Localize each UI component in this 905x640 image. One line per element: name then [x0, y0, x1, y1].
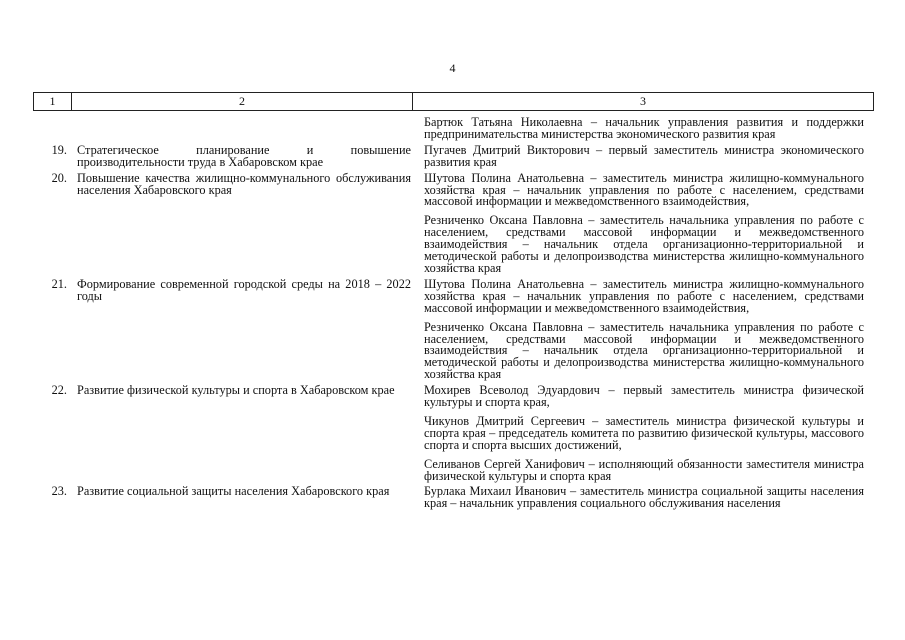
row-title: Развитие социальной защиты населения Хабаровского края [77, 484, 390, 499]
table-row [33, 486, 874, 510]
header-col-2: 2 [72, 93, 413, 111]
header-col-1: 1 [34, 93, 72, 111]
row-persons [411, 117, 871, 141]
person-entry: Пугачев Дмитрий Викторович – первый заместитель министра экономического развития края [424, 142, 864, 169]
row-number: 19. [51, 142, 67, 157]
person-entry: Бартюк Татьяна Николаевна – начальник управления развития и поддержки предпринимательства министерства экономического развития края [424, 115, 864, 141]
row-title: Формирование современной городской среды на 2018 – 2022 годы [77, 276, 411, 303]
table-body [33, 117, 874, 510]
table-row [33, 385, 874, 482]
table-row [33, 170, 874, 275]
row-persons [411, 276, 871, 382]
row-persons [411, 170, 871, 275]
row-title: Повышение качества жилищно-коммунального обслуживания населения Хабаровского края [77, 170, 411, 197]
table-header [33, 92, 874, 111]
row-persons [411, 142, 871, 169]
person-entry: Шутова Полина Анатольевна – заместитель министра жилищно-коммунального хозяйства края – начальник управления по работе с населением, средствами массовой информации и межведомственного взаимодействия, [424, 170, 864, 209]
table-row [33, 117, 874, 141]
row-number: 22. [51, 383, 67, 398]
row-title: Развитие физической культуры и спорта в Хабаровском крае [77, 383, 395, 398]
person-entry: Шутова Полина Анатольевна – заместитель министра жилищно-коммунального хозяйства края – начальник управления по работе с населением, средствами массовой информации и межведомственного взаимодействия, [424, 276, 864, 315]
table-row [33, 276, 874, 382]
person-entry: Резниченко Оксана Павловна – заместитель начальника управления по работе с населением, средствами массовой информации и межведомственного взаимодействия – начальник отдела организационно-территориальной и методической работы и делопроизводства министерства жилищно-коммунального хозяйства края [424, 319, 864, 382]
header-col-3: 3 [413, 93, 874, 111]
row-persons [411, 486, 871, 510]
row-title: Стратегическое планирование и повышение производительности труда в Хабаровском крае [77, 142, 411, 169]
person-entry: Селиванов Сергей Ханифович – исполняющий обязанности заместителя министра физической культуры и спорта края [424, 456, 864, 483]
person-entry: Чикунов Дмитрий Сергеевич – заместитель министра физической культуры и спорта края – председатель комитета по развитию физической культуры, массового спорта и спорта высших достижений, [424, 413, 864, 452]
table-row [33, 142, 874, 169]
row-number: 20. [51, 170, 67, 185]
page-number: 4 [449, 61, 456, 75]
person-entry: Мохирев Всеволод Эдуардович – первый заместитель министра физической культуры и спорта края, [424, 383, 864, 410]
row-persons [411, 385, 871, 482]
row-number: 21. [51, 276, 67, 291]
person-entry: Бурлака Михаил Иванович – заместитель министра социальной защиты населения края – начальник управления социального обслуживания населения [424, 484, 864, 511]
row-number: 23. [51, 484, 67, 499]
person-entry: Резниченко Оксана Павловна – заместитель начальника управления по работе с населением, средствами массовой информации и межведомственного взаимодействия – начальник отдела организационно-территориальной и методической работы и делопроизводства министерства жилищно-коммунального хозяйства края [424, 213, 864, 275]
